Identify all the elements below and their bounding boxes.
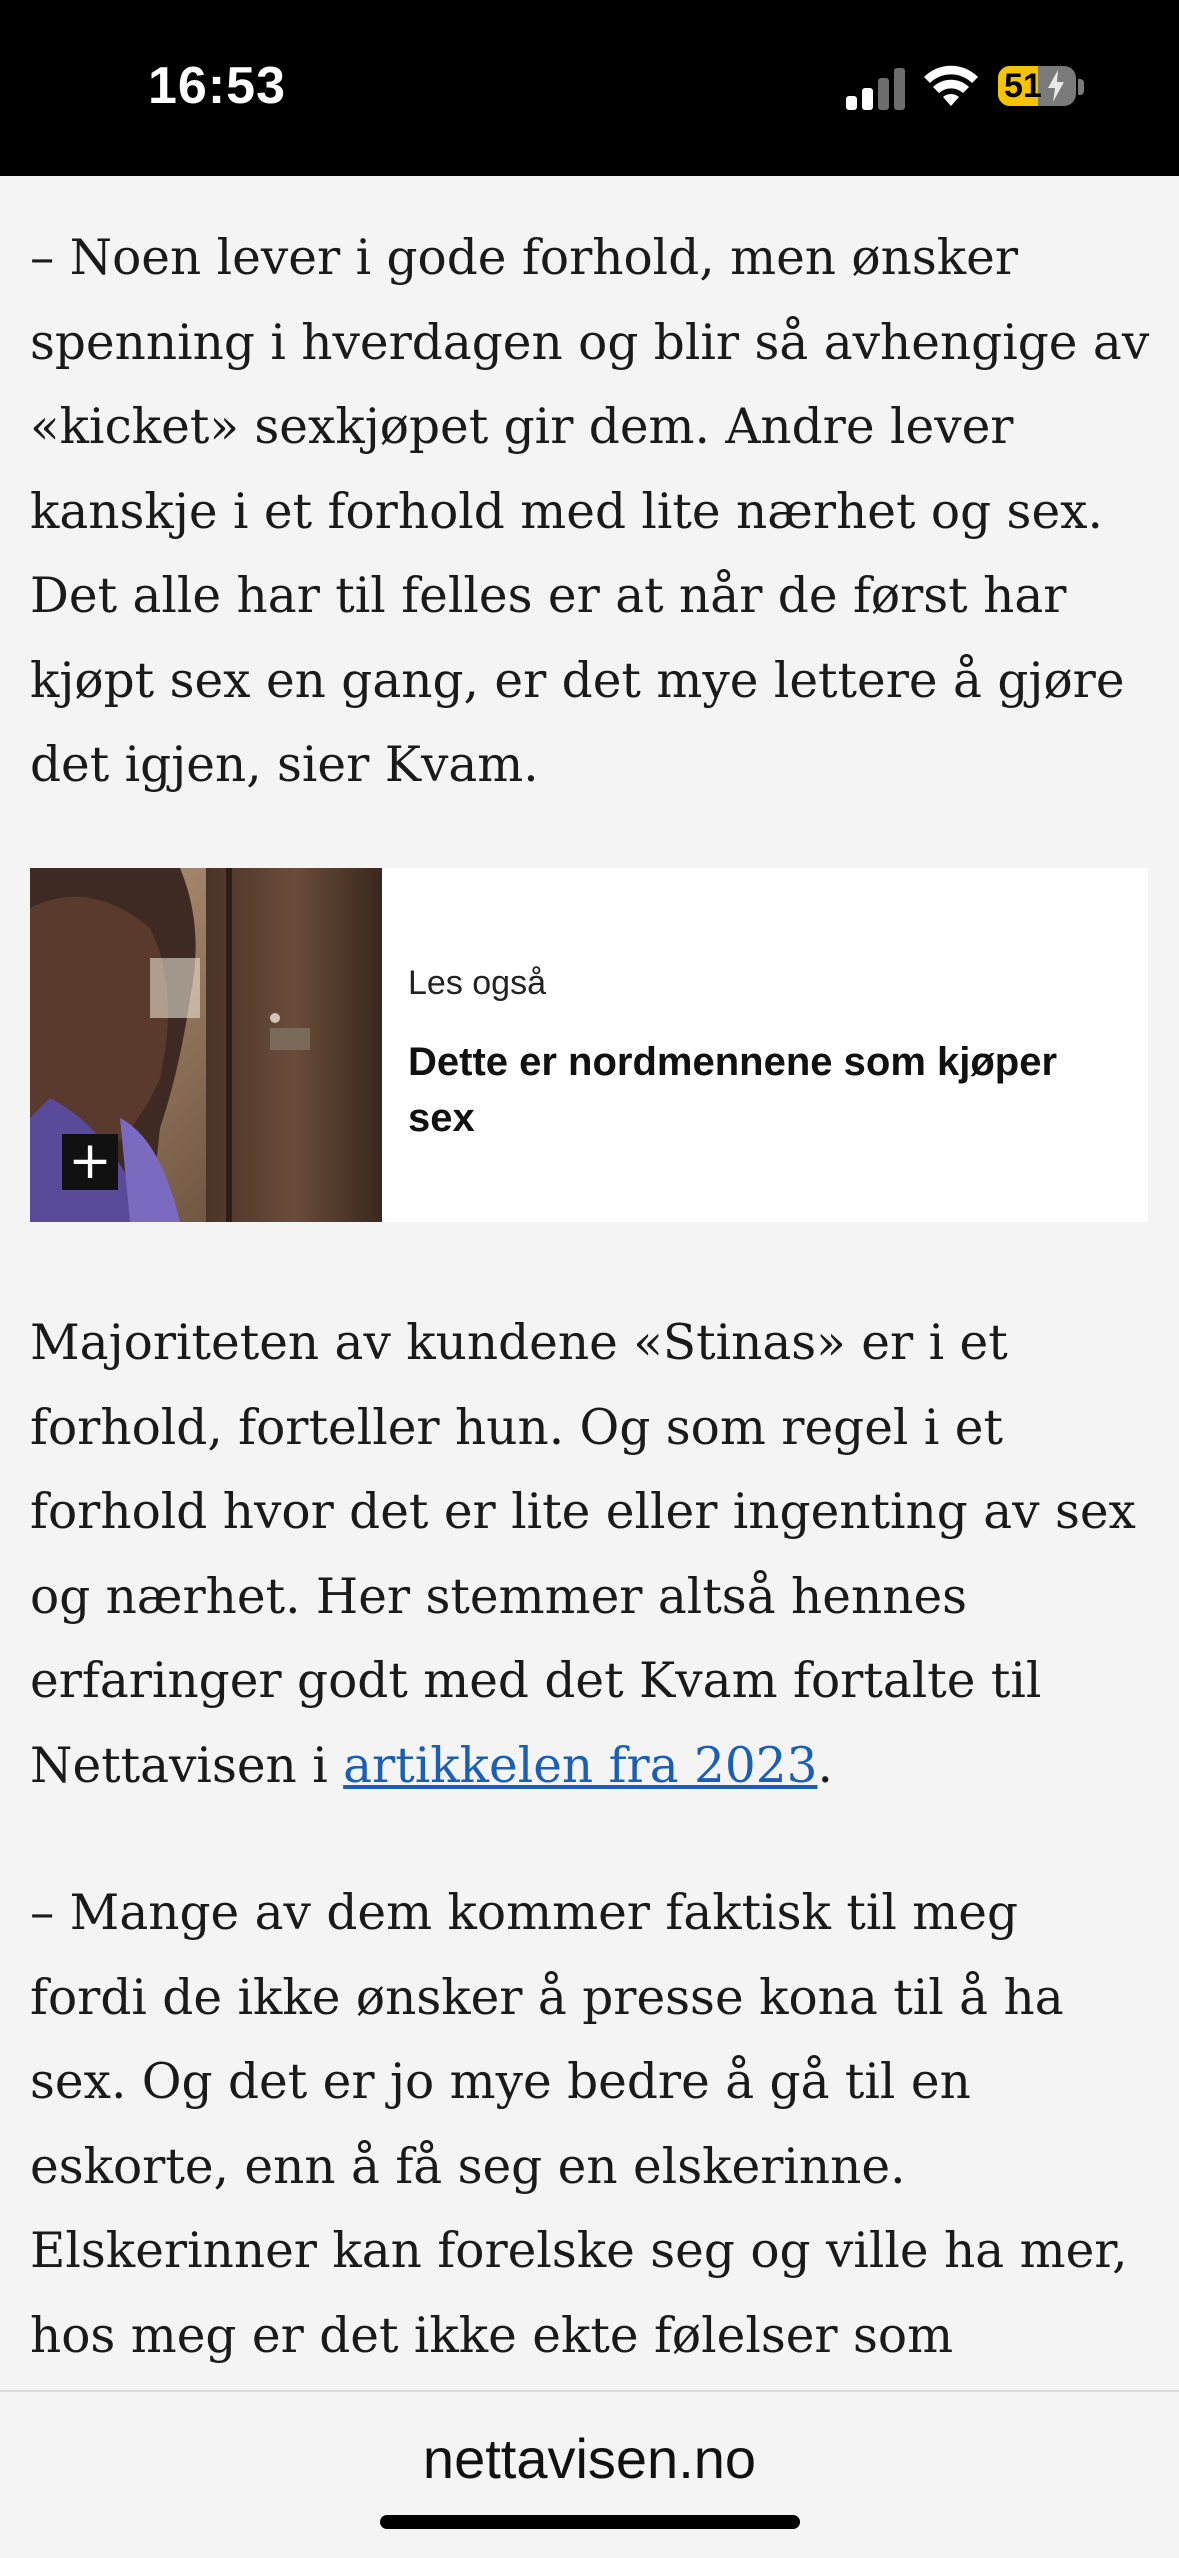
browser-bottom-bar xyxy=(0,2390,1179,2558)
article-2023-link[interactable]: artikkelen fra 2023 xyxy=(343,1737,818,1794)
status-bar xyxy=(0,0,1179,176)
paragraph-2-text: Majoriteten av kundene «Stinas» er i et forhold, forteller hun. Og som regel i et forhold hvor det er lite eller ingenting av sex og nærhet. Her stemmer altså hennes erfaringer godt med det Kvam fortalte til Nettavisen i xyxy=(30,1315,1136,1794)
paragraph-2-end: . xyxy=(817,1737,833,1794)
address-bar-domain[interactable]: nettavisen.no xyxy=(422,2427,757,2490)
battery-charging-icon xyxy=(998,66,1076,106)
teaser-kicker: Les også xyxy=(408,964,546,1002)
teaser-title[interactable]: Dette er nordmennene som kjøper sex xyxy=(408,1040,1058,1140)
home-indicator[interactable] xyxy=(380,2515,800,2529)
battery-cap xyxy=(1078,79,1084,95)
status-time: 16:53 xyxy=(148,57,286,115)
article-paragraph-1: – Noen lever i gode forhold, men ønsker spenning i hverdagen og blir så avhengige av «kicket» sexkjøpet gir dem. Andre lever kanskje i et forhold med lite nærhet og sex. Det alle har til felles er at når de først har kjøpt sex en gang, er det mye lettere å gjøre det igjen, sier Kvam. xyxy=(30,230,1150,793)
article-paragraph-3: – Mange av dem kommer faktisk til meg fordi de ikke ønsker å presse kona til å ha sex. Og det er jo mye bedre å gå til en eskorte, enn å få seg en elskerinne. Elskerinner kan forelske seg og ville ha mer, hos meg er det ikke ekte følelser som xyxy=(30,1885,1128,2364)
battery-percent: 51 xyxy=(1004,67,1042,105)
article-paragraph-2 xyxy=(30,1301,1150,1808)
read-also-teaser[interactable] xyxy=(30,868,1148,1222)
signal-icon xyxy=(846,66,906,110)
wifi-icon xyxy=(922,60,980,110)
plus-icon[interactable]: + xyxy=(62,1134,118,1190)
teaser-thumbnail xyxy=(30,868,382,1222)
